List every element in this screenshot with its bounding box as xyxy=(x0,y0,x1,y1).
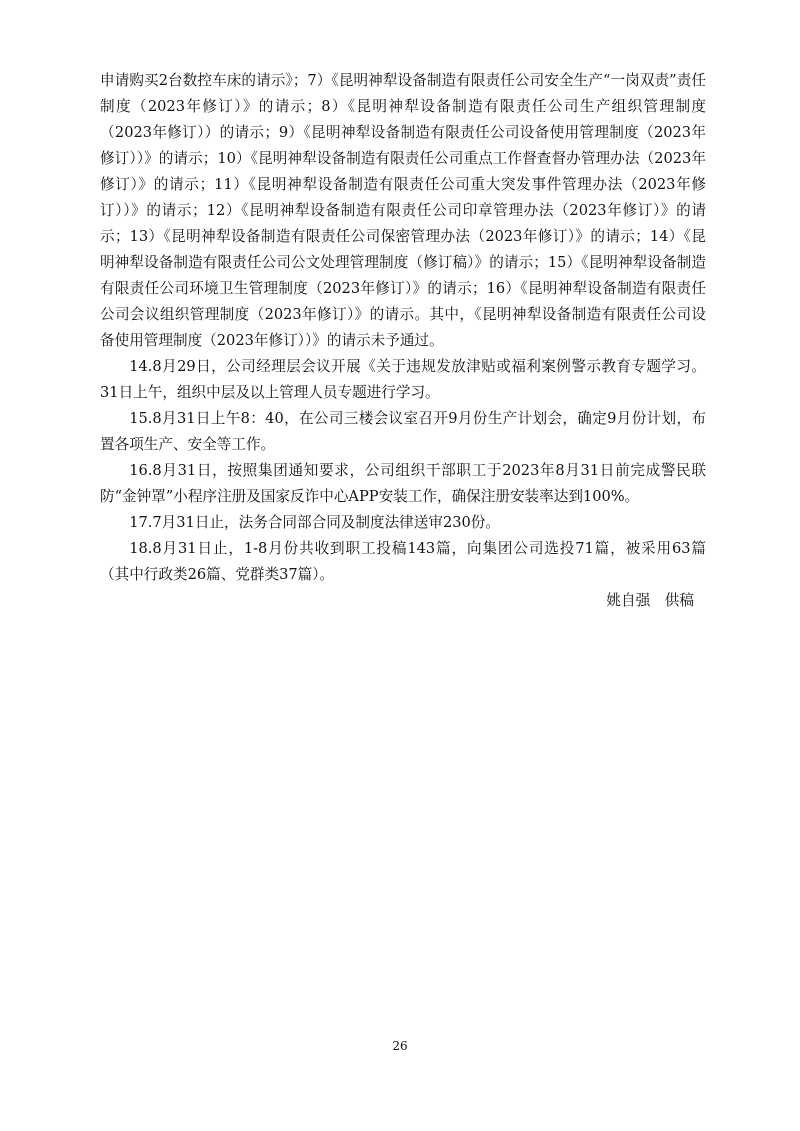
author-signature: 姚自强 供稿 xyxy=(606,592,694,609)
paragraph-continued-list: 申请购买2台数控车床的请示》；7）《昆明神犁设备制造有限责任公司安全生产“一岗双责”责任制度（2023年修订）》的请示；8）《昆明神犁设备制造有限责任公司生产组织管理制度（2023年修订））的请示；9）《昆明神犁设备制造有限责任公司设备使用管理制度（2023年修订））》的请示；10）《昆明神犁设备制造有限责任公司重点工作督查督办管理办法（2023年修订）》的请示；11）《昆明神犁设备制造有限责任公司重大突发事件管理办法（2023年修订））》的请示；12）《昆明神犁设备制造有限责任公司印章管理办法（2023年修订）》的请示；13）《昆明神犁设备制造有限责任公司保密管理办法（2023年修订）》的请示；14）《昆明神犁设备制造有限责任公司公文处理管理制度（修订稿）》的请示；15）《昆明神犁设备制造有限责任公司环境卫生管理制度（2023年修订）》的请示；16）《昆明神犁设备制造有限责任公司会议组织管理制度（2023年修订）》的请示。其中，《昆明神犁设备制造有限责任公司设备使用管理制度（2023年修订））》的请示未予通过。 xyxy=(100,72,706,349)
paragraph-item-17: 17.7月31日止，法务合同部合同及制度法律送审230份。 xyxy=(129,514,500,531)
page-number: 26 xyxy=(392,1039,408,1053)
paragraph-item-18: 18.8月31日止，1-8月份共收到职工投稿143篇，向集团公司选投71篇，被采用63篇（其中行政类26篇、党群类37篇）。 xyxy=(100,540,706,583)
paragraph-item-14: 14.8月29日，公司经理层会议开展《关于违规发放津贴或福利案例警示教育专题学习。31日上午，组织中层及以上管理人员专题进行学习。 xyxy=(100,358,706,401)
document-body xyxy=(100,68,706,614)
paragraph-item-15: 15.8月31日上午8：40，在公司三楼会议室召开9月份生产计划会，确定9月份计划，布置各项生产、安全等工作。 xyxy=(100,410,706,453)
paragraph-item-16: 16.8月31日，按照集团通知要求，公司组织干部职工于2023年8月31日前完成警民联防“金钟罩”小程序注册及国家反诈中心APP安装工作，确保注册安装率达到100%。 xyxy=(100,462,706,505)
